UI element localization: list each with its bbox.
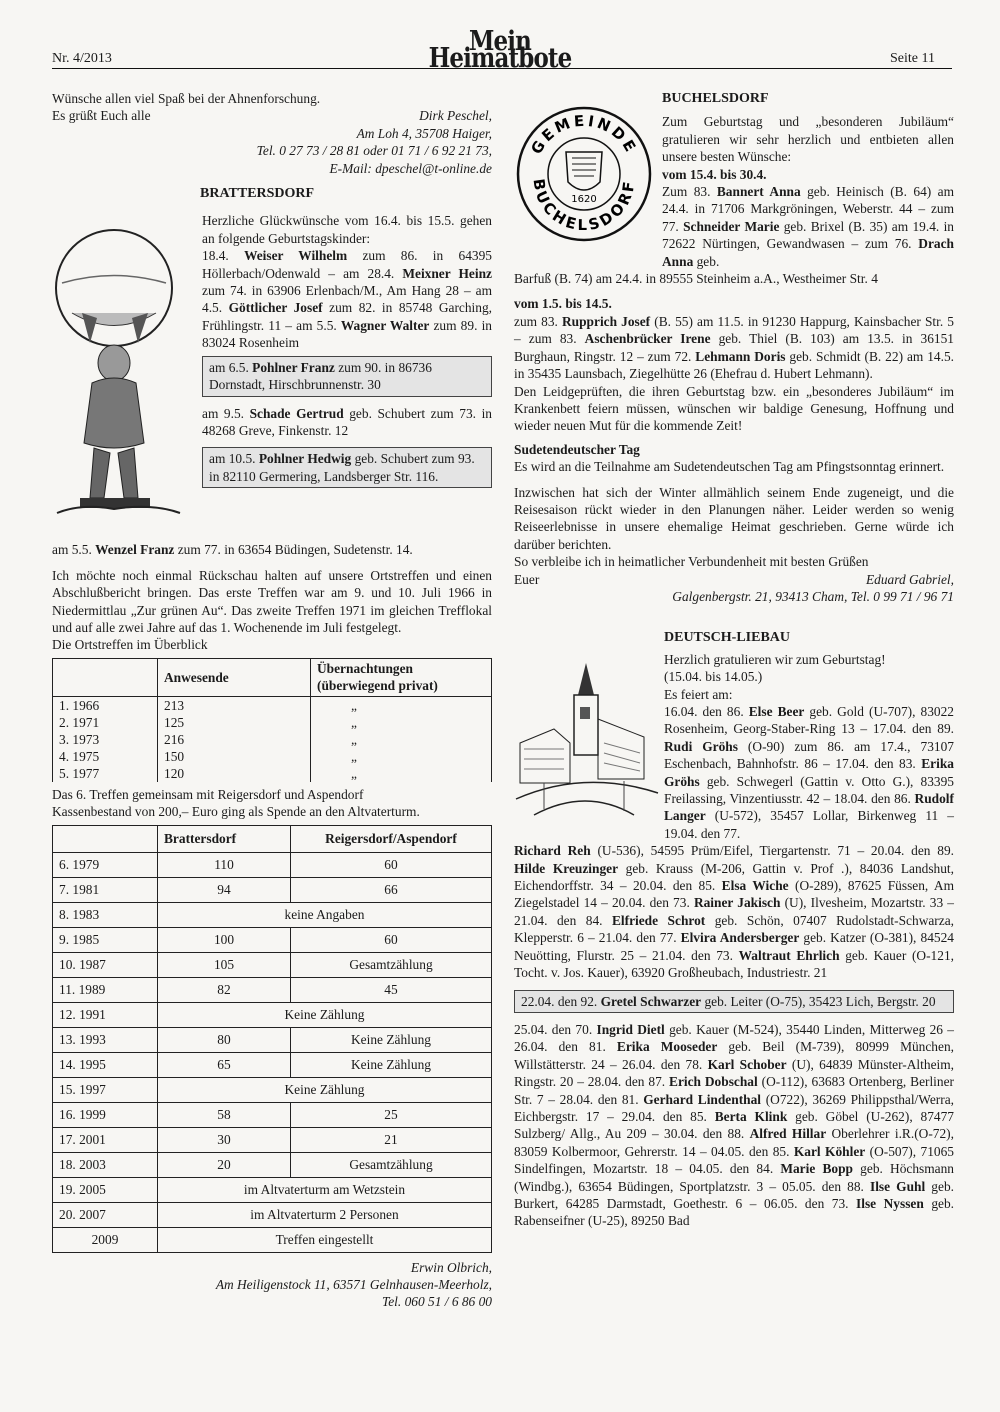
table-cell: 18. 2003 <box>53 1152 158 1177</box>
table-cell: Keine Zählung <box>158 1077 492 1102</box>
cash-note: Kassenbestand von 200,– Euro ging als Spende an den Altvaterturm. <box>52 804 420 820</box>
table-cell: 66 <box>291 877 492 902</box>
table-cell: 125 <box>158 714 311 731</box>
table-cell: 2009 <box>53 1227 158 1252</box>
svg-text:GEMEINDE <box>527 112 640 158</box>
sixth-meeting-note: Das 6. Treffen gemeinsam mit Reigersdorf und Aspendorf <box>52 786 364 802</box>
sick-wishes: Den Leidgeprüften, die ihren Geburtstag bzw. ein „besonderes Jubiläum“ im Krankenbett feiern müssen, wünschen wir baldige Genesung, Hoffnung und wieder neuen Mut für die kommende Zeit! <box>514 383 954 434</box>
liebau-list-end: 25.04. den 70. Ingrid Dietl geb. Kauer (M-524), 35440 Linden, Mitterweg 26 – 26.04. den 81. Erika Mooseder geb. Beil (M-739), 80999 München, Willstätterstr. 24 – 26.04. den 78. Karl Schober (U), 64839 Münster-Altheim, Ringstr. 20 – 28.04. den 87. Erich Dobschal (O-112), 63683 Ortenberg, Berliner Str. 7 – 28.04. den 81. Gerhard Lindenthal (O722), 36269 Philippsthal/Werra, Eichbergstr. 17 – 29.04. den 85. Berta Klink geb. Göbel (U-262), 87477 Sulzberg/ Allg., Au 209 – 30.04. den 88. Alfred Hillar Oberlehrer i.R.(O-72), 83059 Kolbermoor, Gehrerstr. 14 – 04.05. den 85. Karl Köhler (O-507), 71065 Sindelfingen, Mozartstr. 18 – 04.05. den 84. Marie Bopp geb. Höchsmann (Windbg.), 63654 Büdingen, Sportplatzstr. 3 – 05.05. den 88. Ilse Guhl geb. Burkert, 64285 Darmstadt, Goethestr. 6 – 06.05. den 73. Ilse Nyssen geb. Rabenseifner (U-25), 89250 Bad <box>514 1021 955 1229</box>
seal-text-bottom: BUCHELSDORF <box>529 177 639 235</box>
buchelsdorf-intro: Zum Geburtstag und „besonderen Jubiläum“ gratulieren wir sehr herzlich und entbieten allen unsere besten Wünsche: <box>662 114 954 165</box>
table-row <box>53 877 492 902</box>
left-column <box>52 90 492 1311</box>
signature2-phone: Tel. 060 51 / 6 86 00 <box>382 1294 492 1310</box>
table-cell: 9. 1985 <box>53 927 158 952</box>
table-cell: 4. 1975 <box>53 748 158 765</box>
table-cell: 216 <box>158 731 311 748</box>
page-number: Seite 11 <box>890 51 935 66</box>
table-cell: 19. 2005 <box>53 1177 158 1202</box>
table-cell: im Altvaterturm 2 Personen <box>158 1202 492 1227</box>
liebau-intro-1: Herzlich gratulieren wir zum Geburtstag! <box>664 651 886 667</box>
table-cell: Treffen eingestellt <box>158 1227 492 1252</box>
table-header-row <box>53 658 492 696</box>
header-rule <box>52 68 952 69</box>
church-village-sketch <box>514 629 660 842</box>
table-cell: 213 <box>158 696 311 714</box>
table-cell: Gesamtzählung <box>291 1152 492 1177</box>
table-cell: 120 <box>158 765 311 782</box>
signature2-address: Am Heiligenstock 11, 63571 Gelnhausen-Meerholz, <box>215 1276 492 1292</box>
table-cell: 21 <box>291 1127 492 1152</box>
column-header-uebernachtungen: Übernachtungen (überwiegend privat) <box>311 658 492 696</box>
table-row <box>53 1027 492 1052</box>
signature-address: Am Loh 4, 35708 Haiger, <box>356 125 492 141</box>
table-cell: 82 <box>158 977 291 1002</box>
table-cell: „ <box>311 696 492 714</box>
euer: Euer <box>514 571 540 587</box>
buchelsdorf-list-1-cont: Barfuß (B. 74) am 24.4. in 89555 Steinheim a.A., Westheimer Str. 4 <box>514 271 878 287</box>
highlight-box-pohlner-hedwig: am 10.5. Pohlner Hedwig geb. Schubert zum 93. in 82110 Germering, Landsberger Str. 116. <box>202 447 492 488</box>
seal-text-top: GEMEINDE <box>527 111 641 158</box>
date-range-1: vom 15.4. bis 30.4. <box>662 166 767 182</box>
municipal-seal <box>514 102 654 242</box>
table-cell: 15. 1997 <box>53 1077 158 1102</box>
overview-caption: Die Ortstreffen im Überblick <box>52 637 208 653</box>
brattersdorf-list: 18.4. Weiser Wilhelm zum 86. in 64395 Höllerbach/Odenwald – am 28.4. Meixner Heinz zum 74. in 63906 Erlenbach/M., Am Hang 28 – am 4.5. Göttlicher Josef zum 82. in 85748 Garching, Frühlingstr. 11 – am 5.5. Wagner Walter zum 89. in 83024 Rosenheim <box>202 248 493 351</box>
table-row <box>53 1227 492 1252</box>
liebau-intro-2: (15.04. bis 14.05.) <box>664 669 763 685</box>
seal-year: 1620 <box>571 194 597 205</box>
liebau-intro-3: Es feiert am: <box>664 686 733 702</box>
table-row <box>53 977 492 1002</box>
table-cell: 80 <box>158 1027 291 1052</box>
retrospective-text: Ich möchte noch einmal Rückschau halten auf unsere Ortstreffen und einen Abschlußbericht bringen. Das erste Treffen war am 9. und 10. Juli 1966 in Niedermittlau „Zur grünen Au“. Das zweite Treffen 1971 im gleichen Trefflokal und auf alle zwei Jahre auf das 1. Wochenende im Juli festgelegt. <box>52 567 492 636</box>
signature-name: Dirk Peschel, <box>419 108 492 124</box>
table-cell: 8. 1983 <box>53 902 158 927</box>
table-row <box>53 1152 492 1177</box>
table-row <box>53 1077 492 1102</box>
buchelsdorf-heading: BUCHELSDORF <box>662 91 769 106</box>
table-cell: 100 <box>158 927 291 952</box>
table-cell: Keine Zählung <box>291 1027 492 1052</box>
table-row <box>53 927 492 952</box>
table-cell: 150 <box>158 748 311 765</box>
table-cell: 20. 2007 <box>53 1202 158 1227</box>
table-row <box>53 1202 492 1227</box>
sudeten-heading: Sudetendeutscher Tag <box>514 441 640 457</box>
table-cell: 11. 1989 <box>53 977 158 1002</box>
table-cell: 7. 1981 <box>53 877 158 902</box>
birthday-schade: am 9.5. Schade Gertrud geb. Schubert zum 73. in 48268 Greve, Finkenstr. 12 <box>202 405 492 438</box>
table-row <box>53 1102 492 1127</box>
signature-phone: Tel. 0 27 73 / 28 81 oder 01 71 / 6 92 21 73, <box>256 143 492 159</box>
table-cell: 94 <box>158 877 291 902</box>
liebau-heading: DEUTSCH-LIEBAU <box>664 630 791 646</box>
signature2-name: Erwin Olbrich, <box>410 1259 492 1275</box>
birthday-wenzel: am 5.5. Wenzel Franz zum 77. in 63654 Büdingen, Sudetenstr. 14. <box>52 542 413 558</box>
table-cell: 45 <box>291 977 492 1002</box>
svg-text:BUCHELSDORF <box>530 178 639 234</box>
table-row <box>53 1002 492 1027</box>
table-cell: 10. 1987 <box>53 952 158 977</box>
table-cell: 16. 1999 <box>53 1102 158 1127</box>
table-cell: 3. 1973 <box>53 731 158 748</box>
signature3-name: Eduard Gabriel, <box>865 571 954 587</box>
table-cell: 6. 1979 <box>53 852 158 877</box>
brattersdorf-congrats: Herzliche Glückwünsche vom 16.4. bis 15.5. gehen an folgende Geburtstagskinder: <box>202 213 492 246</box>
table-row <box>53 1177 492 1202</box>
highlight-box-pohlner-franz: am 6.5. Pohlner Franz zum 90. in 86736 Dornstadt, Hirschbrunnenstr. 30 <box>202 356 492 397</box>
table-cell: im Altvaterturm am Wetzstein <box>158 1177 492 1202</box>
table-cell: Keine Zählung <box>158 1002 492 1027</box>
atlas-statue-illustration <box>52 185 184 537</box>
issue-number: Nr. 4/2013 <box>52 51 112 66</box>
signature3-address: Galgenbergstr. 21, 93413 Cham, Tel. 0 99 71 / 96 71 <box>672 588 954 604</box>
liebau-list-cont: Richard Reh (U-536), 54595 Prüm/Eifel, Tiergartenstr. 71 – 20.04. den 89. Hilde Kreuzinger geb. Krauss (M-206, Gattin v. Prof .), 84036 Landshut, Eichendorffstr. 34 – 20.04. den 85. Elsa Wiche (O-289), 87625 Füssen, Am Ziegelstadel 14 – 20.04. den 73. Rainer Jakisch (U), Ilvesheim, Mozartstr. 33 – 21.04. den 84. Elfriede Schrot geb. Schön, 07407 Rudolstadt-Schwarza, Klepperstr. 6 – 21.04. den 77. Elvira Andersberger geb. Katzer (O-381), 84524 Neuötting, Flurstr. 25 – 21.04. den 73. Waltraut Ehrlich geb. Kauer (O-121, Tocht. v. Jos. Kauer), 63920 Großheubach, Industriestr. 21 <box>514 843 955 981</box>
table-cell: 13. 1993 <box>53 1027 158 1052</box>
table-row <box>53 748 492 765</box>
table-row <box>53 1127 492 1152</box>
liebau-list-start: 16.04. den 86. Else Beer geb. Gold (U-707), 83022 Rosenheim, Georg-Staber-Ring 13 – 17.04. den 89. Rudi Gröhs (O-90) zum 86. am 17.4., 73107 Eschenbach, Bahnhofstr. 86 – 17.04. den 83. Erika Gröhs geb. Schwegerl (Gattin v. Otto G.), 83395 Freilassing, Vinzentiusstr. 42 – 18.04. den 86. Rudolf Langer (U-572), 35457 Lollar, Birkenweg 11 – 19.04. den 77. <box>664 704 955 841</box>
table-row <box>53 1052 492 1077</box>
table-row <box>53 714 492 731</box>
table-cell: 25 <box>291 1102 492 1127</box>
table-cell: 2. 1971 <box>53 714 158 731</box>
greeting: Es grüßt Euch alle <box>52 108 151 124</box>
table-cell: keine Angaben <box>158 902 492 927</box>
table-cell: 60 <box>291 927 492 952</box>
table-cell: 12. 1991 <box>53 1002 158 1027</box>
table-cell: 14. 1995 <box>53 1052 158 1077</box>
table-row <box>53 696 492 714</box>
buchelsdorf-list-2: zum 83. Rupprich Josef (B. 55) am 11.5. in 91230 Happurg, Kainsbacher Str. 5 – zum 83. Aschenbrücker Irene geb. Thiel (B. 103) am 13.5. in 36151 Burghaun, Ringstr. 12 – zum 72. Lehmann Doris geb. Schmidt (B. 22) am 14.5. in 35435 Launsbach, Ziegelhütte 26 (Ehefrau d. Hubert Lehmann). <box>514 313 954 382</box>
table-cell: „ <box>311 714 492 731</box>
table-cell: „ <box>311 748 492 765</box>
column-header-brattersdorf: Brattersdorf <box>158 825 291 852</box>
table-cell: 20 <box>158 1152 291 1177</box>
masthead-title: Mein Heimatbote <box>428 26 572 75</box>
column-header-reigersdorf: Reigersdorf/Aspendorf <box>291 825 492 852</box>
table-cell: 1. 1966 <box>53 696 158 714</box>
column-header-anwesende: Anwesende <box>158 658 311 696</box>
table-row <box>53 952 492 977</box>
signature-email: E-Mail: dpeschel@t-online.de <box>329 160 492 176</box>
table-cell: 5. 1977 <box>53 765 158 782</box>
table-cell: 30 <box>158 1127 291 1152</box>
table-row <box>53 765 492 782</box>
table-cell: 58 <box>158 1102 291 1127</box>
table-row <box>53 731 492 748</box>
meetings-table-1 <box>52 658 492 782</box>
table-cell: Keine Zählung <box>291 1052 492 1077</box>
brattersdorf-heading: BRATTERSDORF <box>200 186 315 202</box>
intro-line: Wünsche allen viel Spaß bei der Ahnenforschung. <box>52 91 321 106</box>
sudeten-text: Es wird an die Teilnahme am Sudetendeutschen Tag am Pfingstsonntag erinnert. <box>514 459 945 475</box>
table-cell: 60 <box>291 852 492 877</box>
table-cell: 110 <box>158 852 291 877</box>
table-cell: „ <box>311 731 492 748</box>
table-header-row <box>53 825 492 852</box>
table-cell: 105 <box>158 952 291 977</box>
buchelsdorf-list-1: Zum 83. Bannert Anna geb. Heinisch (B. 64) am 24.4. in 71706 Markgröningen, Weberstr. 44 – zum 77. Schneider Marie geb. Brixel (B. 35) am 19.4. in 72622 Nürtingen, Gewandwasen – zum 76. Drach Anna geb. <box>662 184 954 269</box>
date-range-2: vom 1.5. bis 14.5. <box>514 296 612 312</box>
table-cell: 17. 2001 <box>53 1127 158 1152</box>
highlight-box-gretel-schwarzer: 22.04. den 92. Gretel Schwarzer geb. Leiter (O-75), 35423 Lich, Bergstr. 20 <box>514 990 954 1013</box>
table-cell: 65 <box>158 1052 291 1077</box>
winter-text: Inzwischen hat sich der Winter allmählich seinem Ende zugeneigt, und die Reisesaison rückt wieder in den Planungen näher. Leider werden so wenig Reiseerlebnisse in unsere ehemalige Heimat geschrieben. Gerne würde ich darüber berichten. <box>514 484 954 552</box>
table-cell: Gesamtzählung <box>291 952 492 977</box>
table-row <box>53 902 492 927</box>
table-cell: „ <box>311 765 492 782</box>
right-column <box>514 90 954 1230</box>
farewell-text: So verbleibe ich in heimatlicher Verbundenheit mit besten Grüßen <box>514 554 869 570</box>
meetings-table-2 <box>52 825 492 1253</box>
table-row <box>53 852 492 877</box>
